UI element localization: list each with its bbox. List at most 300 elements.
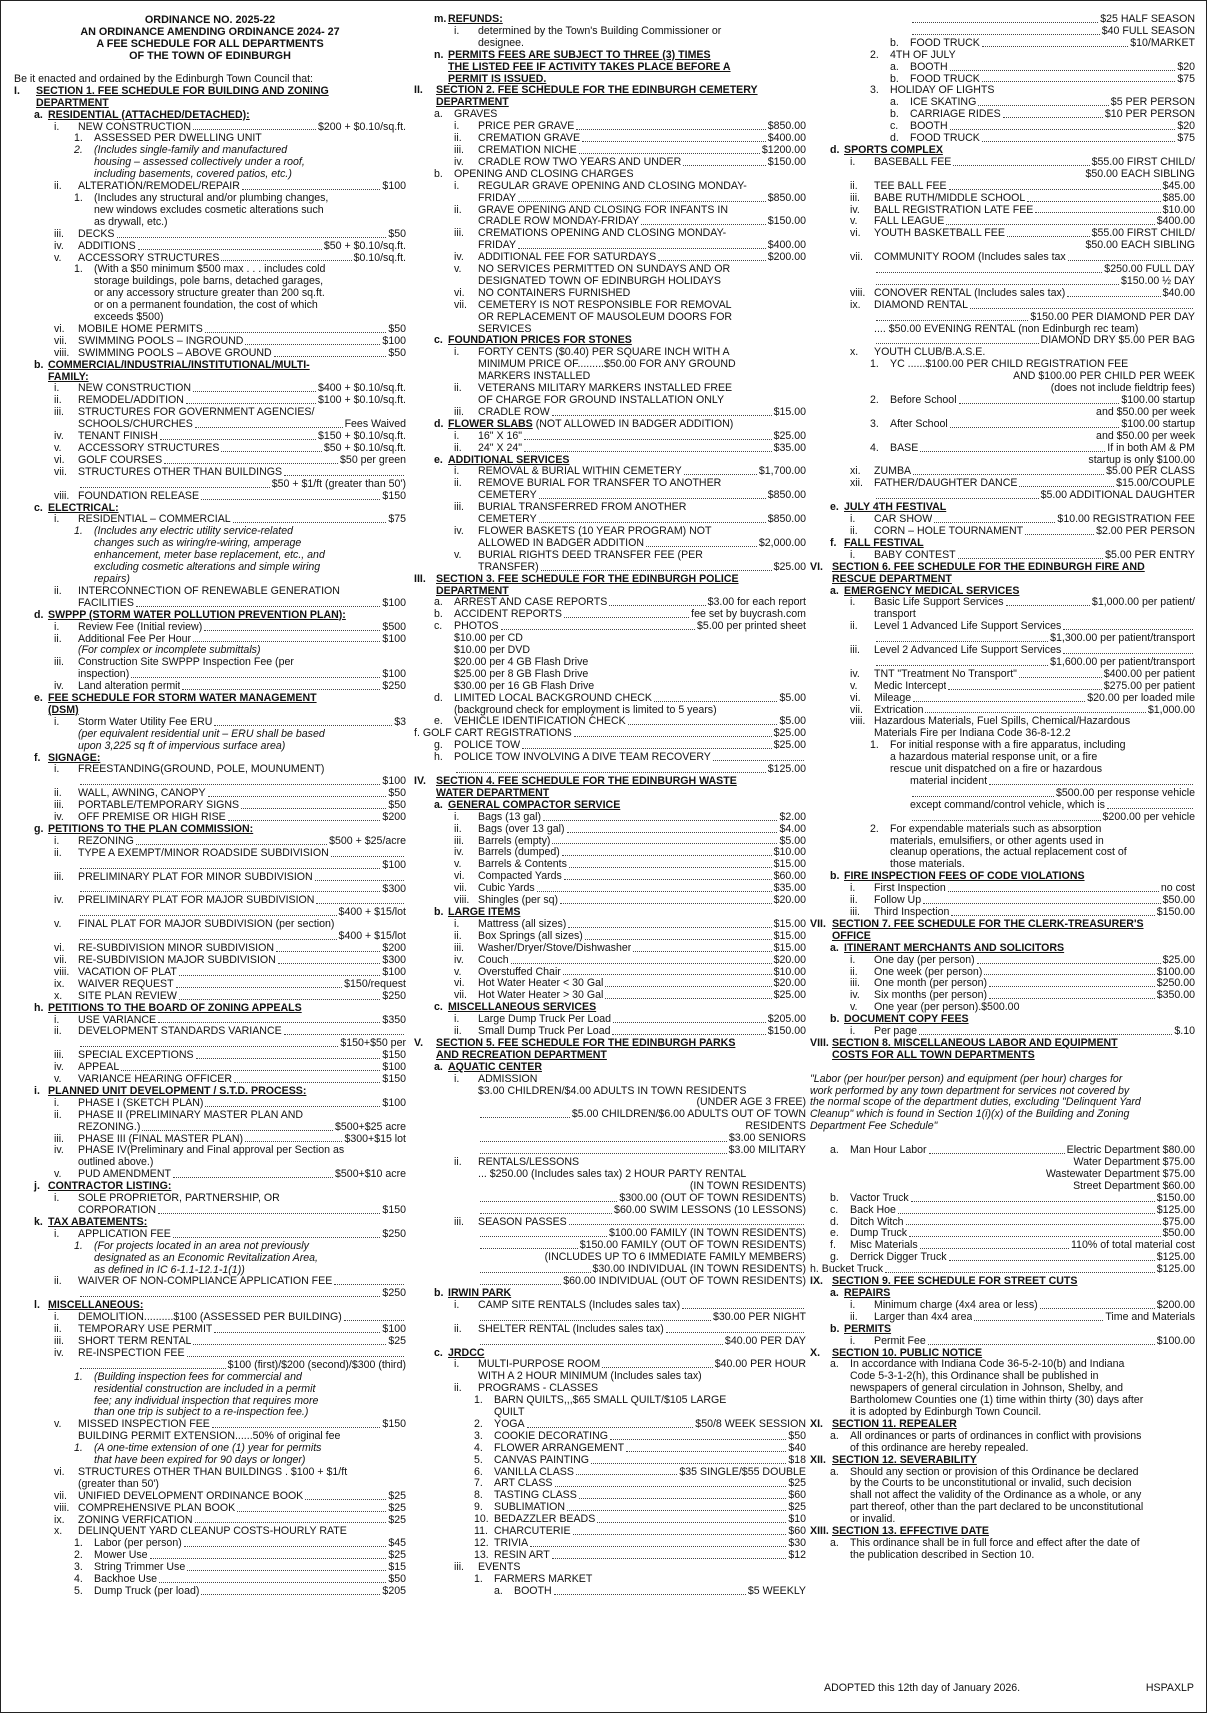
fee-item-label: PRICE PER GRAVE — [478, 121, 575, 133]
dot-leader — [1006, 605, 1090, 606]
fee-item-label: TASTING CLASS — [494, 1490, 577, 1502]
item-marker: 5. — [474, 1454, 483, 1466]
item-marker: iv. — [850, 204, 860, 216]
fee-amount: $850.00 — [767, 121, 806, 133]
item-marker: v. — [54, 1074, 62, 1086]
fee-amount: $100 — [382, 859, 406, 871]
section-heading — [810, 931, 1195, 943]
fee-item-label: BABY CONTEST — [874, 549, 956, 561]
fee-line — [810, 38, 1195, 50]
fee-item-label: POLICE TOW INVOLVING A DIVE TEAM RECOVERY — [454, 752, 711, 764]
fee-amount: $250 — [382, 1228, 406, 1240]
item-marker: iv. — [54, 812, 64, 824]
fee-line — [14, 1550, 406, 1562]
text-content: by the Courts to be unconstitutional or invalid, such decision — [850, 1478, 1132, 1490]
subsection-letter: a. — [434, 1061, 443, 1073]
fee-amount: $2.00 PER PERSON — [1096, 525, 1195, 537]
dot-leader — [221, 451, 321, 452]
subsection-heading — [14, 1086, 406, 1098]
subsection-letter: a. — [830, 1287, 839, 1299]
fee-line — [414, 121, 806, 133]
fee-line — [414, 216, 806, 228]
dot-leader — [560, 903, 772, 904]
section-heading — [810, 562, 1195, 574]
fee-line — [14, 800, 406, 812]
fee-item-label: One day (per person) — [874, 954, 975, 966]
dot-leader — [573, 1534, 787, 1535]
fee-amount: $400 + $0.10/sq.ft. — [317, 383, 406, 395]
dot-leader — [480, 1213, 612, 1214]
fee-amount: $500.00 per response vehicle — [1056, 787, 1195, 799]
text-line — [414, 550, 806, 562]
fee-line — [414, 1359, 806, 1371]
fee-amount: $25.00 — [773, 561, 806, 573]
fee-line — [810, 776, 1195, 788]
dot-leader — [456, 772, 766, 773]
dot-leader — [1040, 1308, 1155, 1309]
fee-item-label: Land alteration permit — [78, 681, 181, 693]
dot-leader — [80, 939, 337, 940]
subsection-heading — [810, 1014, 1195, 1026]
dot-leader — [136, 606, 380, 607]
dot-leader — [906, 1224, 1161, 1225]
dot-leader — [989, 998, 1155, 999]
text-line — [414, 1407, 806, 1419]
fee-line — [810, 1145, 1195, 1157]
subsection-title: FAMILY: — [48, 371, 89, 383]
text-content: $10.00 per CD — [454, 633, 523, 645]
dot-leader — [176, 987, 343, 988]
dot-leader — [610, 1439, 786, 1440]
text-content: $10.00 per DVD — [454, 645, 530, 657]
dot-leader — [568, 927, 771, 928]
fee-line — [810, 74, 1195, 86]
fee-line — [810, 788, 1195, 800]
section-number: III. — [414, 573, 426, 585]
subsection-title: IRWIN PARK — [448, 1287, 512, 1299]
fee-item-label: PHOTOS — [454, 621, 499, 633]
text-content: excluding cosmetic alterations and simple wiring — [94, 562, 321, 574]
fee-item-label: STRUCTURES OTHER THAN BUILDINGS — [78, 466, 283, 478]
text-content: "Labor (per hour/per person) and equipment (per hour) charges for — [810, 1073, 1123, 1085]
fee-amount: $100 — [382, 776, 406, 788]
item-marker: c. — [890, 121, 899, 133]
text-line — [810, 1478, 1195, 1490]
dot-leader — [187, 1356, 404, 1357]
fee-line — [810, 693, 1195, 705]
fee-line — [414, 919, 806, 931]
fee-amount: $15.00 — [773, 930, 806, 942]
fee-line — [414, 955, 806, 967]
subsection-heading — [810, 502, 1195, 514]
fee-line — [810, 133, 1195, 145]
fee-line — [414, 157, 806, 169]
fee-line — [810, 490, 1195, 502]
dot-leader — [911, 1201, 1155, 1202]
fee-item-label: ALTERATION/REMODEL/REPAIR — [78, 181, 240, 193]
fee-item-label: ART CLASS — [494, 1478, 553, 1490]
fee-line — [414, 1526, 806, 1538]
dot-leader — [214, 725, 392, 726]
fee-line — [810, 14, 1195, 26]
fee-amount: $5.00 CHILDREN/$6.00 ADULTS OUT OF TOWN — [571, 1109, 806, 1121]
fee-line — [810, 97, 1195, 109]
fee-item-label: Barrels & Contents — [478, 859, 567, 871]
dot-leader — [682, 1308, 804, 1309]
fee-amount: $100 (first)/$200 (second)/$300 (third) — [227, 1359, 406, 1371]
fee-item-label: Dump Truck (per load) — [94, 1586, 200, 1597]
fee-amount: $250 — [382, 990, 406, 1002]
fee-amount: $3 — [394, 716, 406, 728]
item-marker: vii. — [850, 252, 863, 264]
fee-amount: $205.00 — [767, 1014, 806, 1026]
fee-line — [414, 490, 806, 502]
fee-item-label: SHELTER RENTAL (Includes sales tax) — [478, 1323, 664, 1335]
subsection-note: (NOT ALLOWED IN BADGER ADDITION) — [532, 418, 734, 430]
fee-item-label: CAMP SITE RENTALS (Includes sales tax) — [478, 1299, 681, 1311]
fee-line — [810, 669, 1195, 681]
text-line — [14, 1193, 406, 1205]
fee-amount: $12 — [788, 1549, 806, 1561]
text-line — [14, 1396, 406, 1408]
item-marker: 10. — [474, 1514, 489, 1526]
text-line — [14, 217, 406, 229]
text-line — [14, 1526, 406, 1538]
dot-leader — [920, 451, 1105, 452]
fee-amount: $1,700.00 — [758, 466, 806, 478]
fee-amount: $350 — [382, 1014, 406, 1026]
text-content: FORTY CENTS ($0.40) PER SQUARE INCH WITH A — [478, 347, 730, 359]
fee-line — [14, 1324, 406, 1336]
fee-line — [414, 240, 806, 252]
text-content: as defined in IC 6-1.1-12.1-1(1)) — [94, 1264, 245, 1276]
fee-line — [414, 1467, 806, 1479]
fee-item-label: SEASON PASSES — [478, 1216, 567, 1228]
dot-leader — [876, 498, 1039, 499]
item-marker: i. — [850, 156, 856, 168]
subsection-title: EMERGENCY MEDICAL SERVICES — [844, 585, 1020, 597]
dot-leader — [925, 712, 1145, 713]
section-title: OFFICE — [832, 930, 871, 942]
section-heading — [810, 574, 1195, 586]
subsection-title: (DSM) — [48, 704, 79, 716]
fee-amount: $100 — [382, 1097, 406, 1109]
fee-amount: $150 — [382, 1074, 406, 1086]
dot-leader — [480, 1141, 727, 1142]
dot-leader — [1063, 629, 1193, 630]
fee-line — [14, 229, 406, 241]
fee-item-label: TENANT FINISH — [78, 431, 158, 443]
dot-leader — [331, 856, 404, 857]
fee-amount: $100 + $0.10/sq.ft. — [317, 395, 406, 407]
fee-line — [14, 1288, 406, 1300]
fee-line — [414, 1300, 806, 1312]
fee-line — [810, 681, 1195, 693]
section-title: SECTION 1. FEE SCHEDULE FOR BUILDING AND ZONING — [36, 85, 329, 97]
fee-line — [414, 145, 806, 157]
fee-item-label: MULTI-PURPOSE ROOM — [478, 1359, 601, 1371]
item-marker: i. — [850, 883, 856, 895]
fee-item-label: 24" X 24" — [478, 442, 523, 454]
text-line — [14, 205, 406, 217]
text-content: MINIMUM PRICE OF.........$50.00 FOR ANY GROUND — [478, 359, 736, 371]
fee-amount: $15.00/COUPLE — [1116, 478, 1195, 490]
fee-amount: $100.00 FAMILY (IN TOWN RESIDENTS) — [608, 1228, 806, 1240]
item-marker: 1. — [74, 133, 83, 145]
subsection-title: SIGNAGE: — [48, 752, 101, 764]
section-title: RESCUE DEPARTMENT — [832, 573, 952, 585]
section-number: V. — [414, 1037, 424, 1049]
fee-amount: $200.00 — [1156, 1299, 1195, 1311]
fee-line — [810, 1217, 1195, 1229]
fee-line — [14, 931, 406, 943]
item-marker: vi. — [54, 943, 65, 955]
item-marker: iii. — [454, 835, 465, 847]
text-line — [414, 169, 806, 181]
item-marker: i. — [54, 1014, 60, 1026]
text-content: (With a $50 minimum $500 max . . . includes cold — [94, 264, 326, 276]
dot-leader — [131, 677, 380, 678]
text-line — [414, 395, 806, 407]
section-heading — [414, 1050, 806, 1062]
item-marker: 1. — [870, 359, 879, 371]
fee-line — [14, 479, 406, 491]
text-line — [810, 847, 1195, 859]
fee-item-label: COMPREHENSIVE PLAN BOOK — [78, 1502, 236, 1514]
text-content: or on a permanent foundation, the cost of which — [94, 300, 318, 312]
fee-item-label: Bags (over 13 gal) — [478, 823, 565, 835]
fee-amount: $85.00 — [1162, 192, 1195, 204]
text-content: (For complex or incomplete submittals) — [78, 645, 261, 657]
item-marker: a. — [830, 1359, 839, 1371]
dot-leader — [344, 1320, 404, 1321]
item-marker: iii. — [54, 800, 65, 812]
fee-line — [14, 622, 406, 634]
fee-line — [14, 514, 406, 526]
item-marker: i. — [454, 466, 460, 478]
item-marker: i. — [850, 549, 856, 561]
fee-item-label: APPEAL — [78, 1062, 120, 1074]
fee-amount: $50 — [788, 1430, 806, 1442]
item-marker: vii. — [54, 1490, 67, 1502]
fee-item-label: CEMETERY — [478, 514, 537, 526]
fee-line — [810, 1264, 1195, 1276]
fee-amount: $850.00 — [767, 514, 806, 526]
fee-line — [810, 443, 1195, 455]
dot-leader — [564, 879, 772, 880]
fee-line — [810, 419, 1195, 431]
fee-item-label: SWIMMING POOLS – INGROUND — [78, 335, 244, 347]
dot-leader — [876, 665, 1048, 666]
item-marker: 11. — [474, 1526, 488, 1538]
fee-amount: $150 + $0.10/sq.ft. — [317, 431, 406, 443]
subsection-heading — [414, 1002, 806, 1014]
item-marker: i. — [454, 1073, 460, 1085]
fee-amount: $5 PER PERSON — [1110, 97, 1195, 109]
fee-item-label: Misc Materials — [850, 1240, 918, 1252]
fee-line — [810, 978, 1195, 990]
item-marker: v. — [54, 1419, 62, 1431]
dot-leader — [923, 903, 1160, 904]
subsection-title: FIRE INSPECTION FEES OF CODE VIOLATIONS — [844, 871, 1085, 883]
text-line — [14, 1384, 406, 1396]
section-title: SECTION 5. FEE SCHEDULE FOR THE EDINBURGH PARKS — [436, 1037, 736, 1049]
text-line — [14, 729, 406, 741]
text-line — [810, 716, 1195, 728]
fee-amount: $20 — [1177, 61, 1195, 73]
fee-item-label: Back Hoe — [850, 1204, 896, 1216]
fee-item-label: CORN – HOLE TOURNAMENT — [874, 525, 1024, 537]
text-line — [414, 276, 806, 288]
text-content: (per equivalent residential unit – ERU shall be based — [78, 728, 325, 740]
text-line — [414, 38, 806, 50]
fee-item-label: SITE PLAN REVIEW — [78, 990, 177, 1002]
text-line — [810, 1395, 1195, 1407]
text-line — [14, 1110, 406, 1122]
dot-leader — [876, 641, 1048, 642]
dot-leader — [480, 1117, 570, 1118]
subsection-title: SPORTS COMPLEX — [844, 144, 943, 156]
dot-leader — [284, 475, 404, 476]
fee-item-label: Box Springs (all sizes) — [478, 930, 583, 942]
item-marker: vii. — [454, 990, 467, 1002]
dot-leader — [480, 1201, 617, 1202]
dot-leader — [579, 1498, 787, 1499]
item-marker: 3. — [474, 1430, 483, 1442]
fee-amount: $150+$50 per — [340, 1038, 406, 1050]
dot-leader — [554, 1594, 746, 1595]
text-line — [414, 324, 806, 336]
fee-line — [414, 514, 806, 526]
fee-continuation: Wastewater Department $75.00 — [1045, 1168, 1195, 1180]
item-marker: ii. — [54, 1276, 62, 1288]
fee-amount: no cost — [1160, 883, 1195, 895]
item-marker: 8. — [474, 1490, 483, 1502]
fee-item-label: COOKIE DECORATING — [494, 1430, 608, 1442]
subsection-letter: b. — [830, 871, 840, 883]
text-line — [14, 741, 406, 753]
text-content: All ordinances or parts of ordinances in conflict with provisions — [850, 1430, 1142, 1442]
item-marker: 1. — [74, 1443, 83, 1455]
item-marker: ii. — [850, 621, 858, 633]
fee-line — [414, 443, 806, 455]
fee-item-label: Derrick Digger Truck — [850, 1252, 947, 1264]
text-line — [14, 574, 406, 586]
fee-line — [14, 1038, 406, 1050]
fee-item-label: TRANSFER) — [478, 561, 539, 573]
item-marker: a. — [890, 97, 899, 109]
text-content: residential construction are included in a permit — [94, 1383, 316, 1395]
dot-leader — [876, 343, 1039, 344]
dot-leader — [241, 808, 386, 809]
item-marker: iv. — [54, 431, 64, 443]
dot-leader — [138, 249, 322, 250]
text-content: $30.00 per 16 GB Flash Drive — [454, 680, 595, 692]
text-line — [810, 50, 1195, 62]
item-marker: d. — [890, 133, 899, 145]
item-marker: x. — [54, 1526, 63, 1538]
fee-amount: $18 — [788, 1454, 806, 1466]
fee-item-label: FOUNDATION RELEASE — [78, 490, 200, 502]
subsection-heading — [414, 62, 806, 74]
fee-amount: $2.00 — [779, 811, 806, 823]
item-marker: i. — [54, 1312, 60, 1324]
item-marker: 1. — [74, 192, 83, 204]
text-line — [14, 264, 406, 276]
subsection-heading — [414, 907, 806, 919]
fee-amount: $300+$15 lot — [344, 1133, 406, 1145]
fee-item-label: RE-SUBDIVISION MINOR SUBDIVISION — [78, 943, 275, 955]
item-marker: e. — [434, 716, 443, 728]
fee-item-label: REMOVAL & BURIAL WITHIN CEMETERY — [478, 466, 682, 478]
fee-item-label: ZONING VERFICATION — [78, 1514, 193, 1526]
subsection-letter: h. — [34, 1002, 44, 1014]
fee-line — [14, 1503, 406, 1515]
item-marker: i. — [454, 180, 460, 192]
dot-leader — [950, 70, 1176, 71]
fee-item-label: REMODEL/ADDITION — [78, 395, 184, 407]
fee-line — [414, 466, 806, 478]
fee-amount: $200.00 — [767, 252, 806, 264]
fee-item-label: h. Bucket Truck — [810, 1264, 884, 1276]
fee-line — [810, 276, 1195, 288]
fee-item-label: CANVAS PAINTING — [494, 1454, 589, 1466]
fee-line — [414, 824, 806, 836]
subsection-title: PETITIONS TO THE PLAN COMMISSION: — [48, 824, 254, 835]
fee-amount: $3.00 MILITARY — [728, 1145, 806, 1157]
fee-amount: $150.00 FAMILY (OUT OF TOWN RESIDENTS) — [579, 1240, 806, 1252]
subsection-heading — [14, 110, 406, 122]
fee-amount: $75.00 — [1162, 1216, 1195, 1228]
fee-item-label: VACATION OF PLAT — [78, 966, 177, 978]
fee-amount: $25 HALF SEASON — [1100, 14, 1195, 25]
fee-item-label: PORTABLE/TEMPORARY SIGNS — [78, 800, 240, 812]
dot-leader — [204, 630, 380, 631]
fee-item-label: Follow Up — [874, 895, 922, 907]
item-marker: c. — [434, 621, 443, 633]
item-marker: c. — [830, 1204, 839, 1216]
fee-amount: $50 — [388, 228, 406, 240]
dot-leader — [641, 224, 766, 225]
section-heading — [810, 1348, 1195, 1360]
dot-leader — [978, 105, 1108, 106]
fee-item-label: FRIDAY — [478, 192, 517, 204]
subsection-letter: e. — [830, 502, 839, 514]
dot-leader — [885, 1272, 1155, 1273]
dot-leader — [221, 260, 351, 261]
subsection-title: ADDITIONAL SERVICES — [448, 454, 570, 466]
fee-line — [14, 455, 406, 467]
item-marker: ii. — [454, 1323, 462, 1335]
fee-continuation: and $50.00 per week — [1096, 406, 1195, 418]
fee-item-label: Mattress (all sizes) — [478, 918, 567, 930]
fee-item-label: Level 2 Advanced Life Support Services — [874, 645, 1062, 657]
subsection-heading — [14, 1217, 406, 1229]
fee-line — [14, 967, 406, 979]
text-line — [414, 645, 806, 657]
dot-leader — [1068, 260, 1193, 261]
fee-item-label: SWIMMING POOLS – ABOVE GROUND — [78, 347, 272, 359]
dot-leader — [613, 1022, 766, 1023]
item-marker: v. — [54, 252, 62, 264]
fee-item-label: CRADLE ROW — [478, 406, 550, 418]
text-content: VETERANS MILITARY MARKERS INSTALLED FREE — [478, 383, 733, 395]
text-line — [414, 264, 806, 276]
dot-leader — [974, 1320, 1103, 1321]
fee-item-label: Additional Fee Per Hour — [78, 633, 192, 645]
fee-amount: $500 + $25/acre — [329, 835, 406, 847]
text-line — [414, 347, 806, 359]
